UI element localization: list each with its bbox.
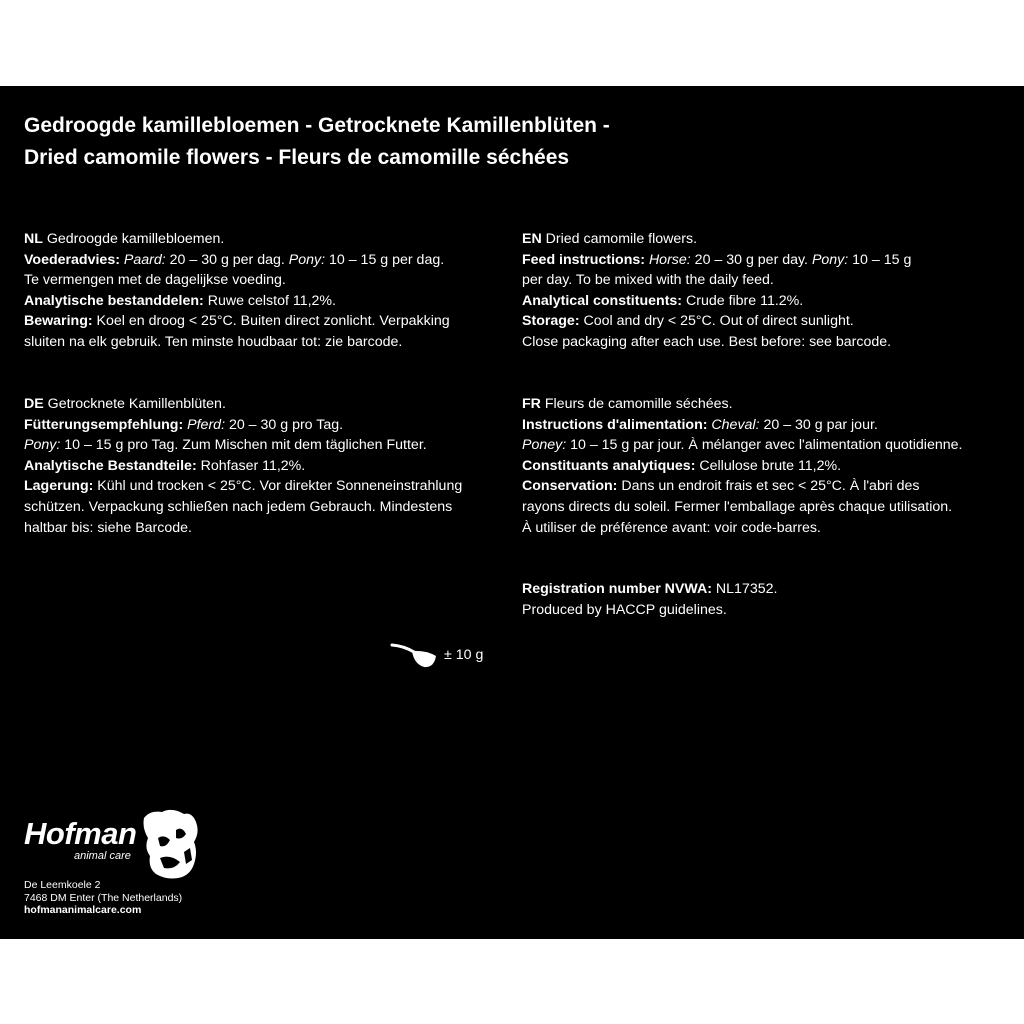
feed-label-en: Feed instructions: — [522, 251, 645, 268]
feed-pony-fr: Poney: — [522, 437, 567, 454]
storage-value-nl-2: sluiten na elk gebruik. Ten minste houdbaar tot: zie barcode. — [24, 333, 403, 350]
storage-label-fr: Conservation: — [522, 478, 618, 495]
address-city: 7468 DM Enter (The Netherlands) — [24, 891, 183, 904]
address-block — [24, 879, 182, 917]
website: hofmananimalcare.com — [24, 904, 142, 916]
registration-info — [522, 579, 1002, 620]
analytic-label-de: Analytische Bestandteile: — [24, 457, 197, 474]
feed-horse-nl: Paard: — [123, 251, 166, 268]
feed-pony-nl: Pony: — [288, 251, 326, 268]
feed-horse-amount-nl: 20 – 30 g per dag. — [165, 251, 289, 268]
feed-horse-fr: Cheval: — [711, 416, 760, 433]
lang-code-fr: FR — [522, 396, 541, 412]
brand-name: Hofman — [24, 816, 137, 851]
storage-value-de-3: haltbar bis: siehe Barcode. — [24, 519, 192, 536]
product-name-nl: Gedroogde kamillebloemen. — [42, 231, 225, 247]
feed-mix-nl: Te vermengen met de dagelijkse voeding. — [24, 272, 286, 289]
feed-pony-en: Pony: — [811, 251, 849, 268]
section-nl — [24, 229, 504, 353]
feed-pony-de: Pony: — [24, 437, 61, 454]
analytic-label-nl: Analytische bestanddelen: — [24, 292, 204, 309]
lang-code-nl: NL — [24, 231, 43, 247]
section-fr — [522, 394, 1002, 538]
title-line-2: Dried camomile flowers - Fleurs de camomille séchées — [24, 146, 570, 169]
storage-value-fr-1: Dans un endroit frais et sec < 25°C. À l'abri des — [617, 478, 920, 495]
storage-value-de-2: schützen. Verpackung schließen nach jedem Gebrauch. Mindestens — [24, 498, 453, 515]
feed-horse-en: Horse: — [648, 251, 691, 268]
analytic-label-en: Analytical constituents: — [522, 292, 683, 309]
section-de — [24, 394, 504, 538]
analytic-value-nl: Ruwe celstof 11,2%. — [203, 292, 336, 309]
scoop-amount: ± 10 g — [444, 647, 484, 663]
feed-label-de: Fütterungsempfehlung: — [24, 416, 184, 433]
feed-horse-amount-fr: 20 – 30 g par jour. — [759, 416, 878, 433]
registration-number: NL17352. — [711, 581, 778, 597]
feed-label-nl: Voederadvies: — [24, 251, 120, 268]
brand-logo — [24, 816, 137, 862]
storage-label-en: Storage: — [522, 313, 580, 330]
storage-label-nl: Bewaring: — [24, 313, 93, 330]
storage-value-en-2: Close packaging after each use. Best before: see barcode. — [522, 333, 892, 350]
address-street: De Leemkoele 2 — [24, 879, 101, 891]
feed-horse-amount-en: 20 – 30 g per day. — [690, 251, 812, 268]
feed-horse-amount-de: 20 – 30 g pro Tag. — [225, 416, 344, 433]
analytic-value-de: Rohfaser 11,2%. — [196, 457, 306, 474]
feed-label-fr: Instructions d'alimentation: — [522, 416, 708, 433]
feed-pony-amount-nl: 10 – 15 g per dag. — [325, 251, 445, 268]
product-name-en: Dried camomile flowers. — [541, 231, 698, 247]
feed-mix-en: per day. To be mixed with the daily feed. — [522, 272, 774, 289]
registration-label: Registration number NVWA: — [522, 581, 712, 597]
storage-value-nl-1: Koel en droog < 25°C. Buiten direct zonlicht. Verpakking — [92, 313, 450, 330]
animals-logo-icon — [140, 808, 202, 880]
section-en — [522, 229, 1002, 353]
feed-pony-amount-de: 10 – 15 g pro Tag. Zum Mischen mit dem täglichen Futter. — [60, 437, 427, 454]
feed-pony-amount-fr: 10 – 15 g par jour. À mélanger avec l'alimentation quotidienne. — [566, 437, 963, 454]
product-name-de: Getrocknete Kamillenblüten. — [43, 396, 226, 412]
product-title — [24, 110, 610, 174]
storage-label-de: Lagerung: — [24, 478, 94, 495]
lang-code-en: EN — [522, 231, 542, 247]
storage-value-en-1: Cool and dry < 25°C. Out of direct sunlight. — [579, 313, 854, 330]
feed-pony-amount-en: 10 – 15 g — [848, 251, 912, 268]
storage-value-de-1: Kühl und trocken < 25°C. Vor direkter Sonneneinstrahlung — [93, 478, 463, 495]
product-name-fr: Fleurs de camomille séchées. — [540, 396, 733, 412]
storage-value-fr-2: rayons directs du soleil. Fermer l'emballage après chaque utilisation. — [522, 498, 953, 515]
haccp-note: Produced by HACCP guidelines. — [522, 601, 727, 618]
title-line-1: Gedroogde kamillebloemen - Getrocknete Kamillenblüten - — [24, 114, 610, 137]
storage-value-fr-3: À utiliser de préférence avant: voir code-barres. — [522, 519, 821, 536]
analytic-value-en: Crude fibre 11.2%. — [682, 292, 804, 309]
lang-code-de: DE — [24, 396, 44, 412]
feed-horse-de: Pferd: — [187, 416, 226, 433]
brand-subtitle: animal care — [74, 850, 131, 862]
analytic-label-fr: Constituants analytiques: — [522, 457, 696, 474]
scoop-icon — [390, 640, 438, 674]
analytic-value-fr: Cellulose brute 11,2%. — [695, 457, 842, 474]
